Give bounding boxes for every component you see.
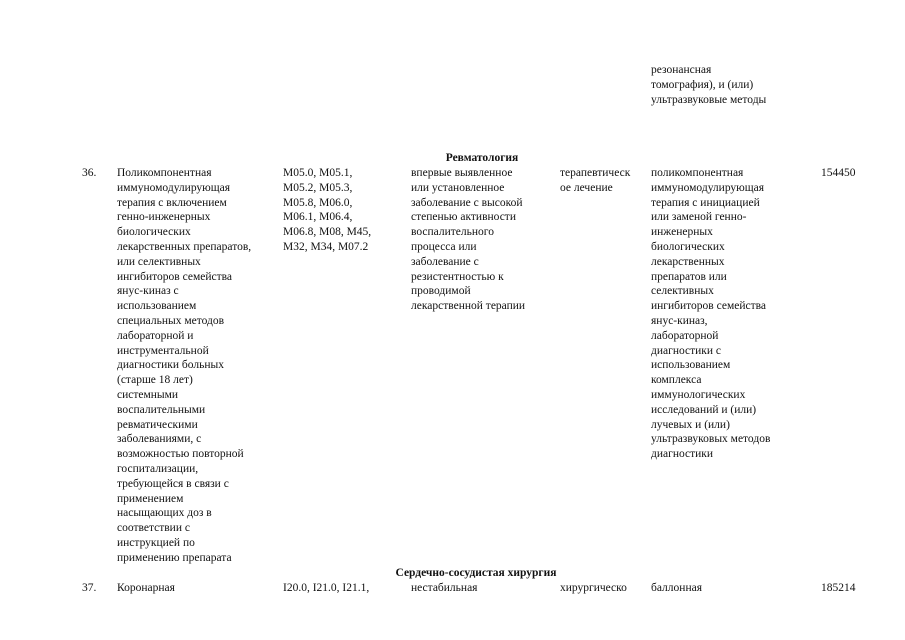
care-type-cell: Поликомпонентная иммуномодулирующая терапия с включением генно-инженерных биологических лекарственных препаратов, или селективных ингибиторов семейства янус-киназ с использованием специальных методов лабораторной и инструментальной диагностики больных (старше 18 лет) системными воспалительными ревматическими заболеваниями, с возможностью повторной госпитализации, требующейся в связи с применением насыщающих доз в соответствии с инструкцией по применению препарата [117, 167, 252, 564]
section-title-cardiovascular-surgery: Сердечно-сосудистая хирургия [395, 567, 557, 579]
care-type-cell: Коронарная [117, 582, 175, 594]
icd-codes-cell: M05.0, M05.1, M05.2, M05.3, M05.8, M06.0, M06.1, M06.4, M06.8, M08, M45, M32, M34, M07.2 [283, 167, 372, 253]
treatment-method-cell: баллонная [651, 582, 702, 594]
cost-cell: 185214 [821, 582, 856, 594]
icd-codes-cell: I20.0, I21.0, I21.1, [283, 582, 370, 594]
row-number: 36. [82, 167, 97, 179]
patient-model-cell: нестабильная [411, 582, 478, 594]
treatment-method-cell: поликомпонентная иммуномодулирующая терапия с инициацией или заменой генно- инженерных биологических лекарственных препаратов или селективных ингибиторов семейства янус-киназ, лабораторной диагностики с использованием комплекса иммунологических исследований и (или) лучевых и (или) ультразвуковых методов диагностики [651, 167, 771, 461]
cost-cell: 154450 [821, 167, 856, 179]
treatment-type-cell: хирургическо [560, 582, 627, 594]
section-title-rheumatology: Ревматология [445, 152, 519, 164]
patient-model-cell: впервые выявленное или установленное заболевание с высокой степенью активности воспалительного процесса или заболевание с резистентностью к проводимой лекарственной терапии [411, 167, 526, 313]
prev-row-treatment-method-end: резонансная томография), и (или) ультразвуковые методы [651, 64, 767, 106]
treatment-type-cell: терапевтическ ое лечение [560, 167, 631, 194]
row-number: 37. [82, 582, 97, 594]
